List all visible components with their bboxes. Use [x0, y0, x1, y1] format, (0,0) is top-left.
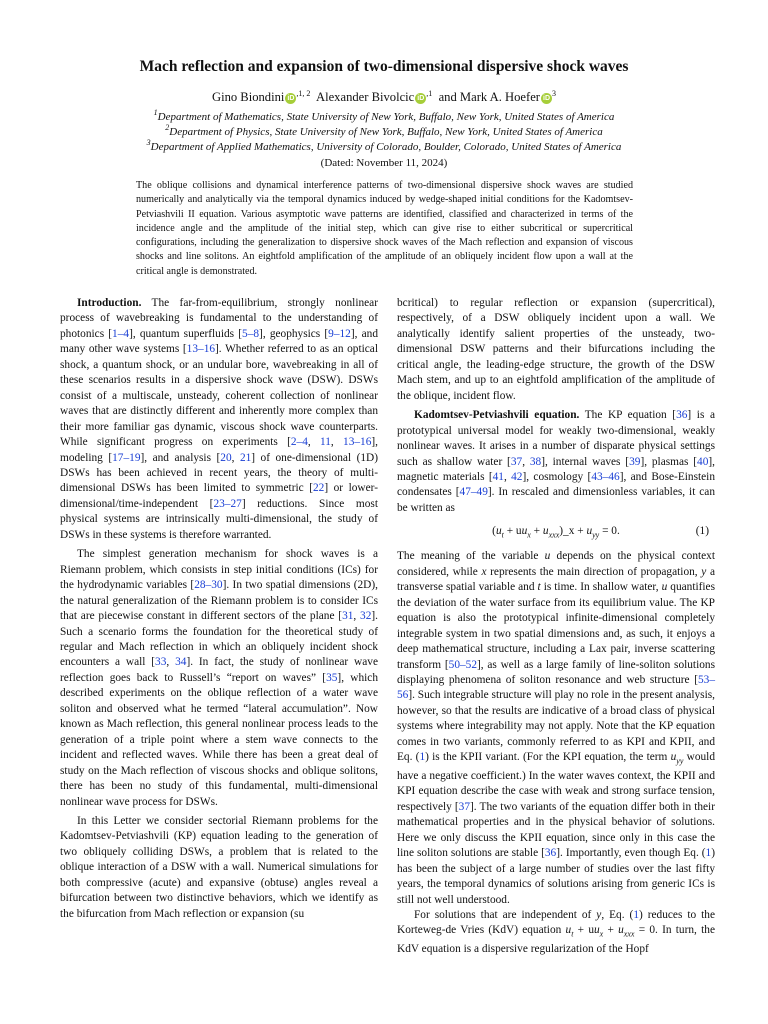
paragraph — [397, 908, 715, 958]
equation-ref-link[interactable]: 1 — [705, 847, 712, 860]
orcid-icon[interactable]: iD — [417, 95, 425, 102]
affiliations — [0, 110, 768, 171]
citation-link[interactable]: 20 — [220, 451, 232, 464]
citation-link[interactable]: 37 — [458, 800, 471, 813]
text-run: The simplest generation mechanism for shock waves is a Riemann problem, which consists in step initial conditions (ICs) for the hydrodynamic variables [ — [60, 548, 378, 592]
paragraph — [397, 296, 715, 404]
text-run: ) reduces to the Korteweg-de Vries (KdV) equation $u_t + uu_x + u_{xxx} = 0$. In turn, the KdV equation is a dispersive regularization of the Hopf — [397, 909, 715, 956]
affil-number: 1 — [153, 108, 158, 117]
citation-link[interactable]: 17–19 — [112, 451, 141, 464]
citation-link[interactable]: 1–4 — [112, 327, 130, 340]
author-name: Mark A. Hoefer — [459, 90, 541, 104]
author-name: Gino Biondini — [211, 90, 285, 104]
citation-link[interactable]: 9–12 — [328, 327, 351, 340]
text-run: , — [166, 656, 176, 669]
citation-link[interactable]: 28–30 — [194, 579, 223, 592]
text-run: ], magnetic materials [ — [397, 455, 716, 483]
text-run: , — [353, 610, 361, 623]
text-run: ] of one-dimensional (1D) DSWs has been achieved in recent years, the theory of multi-dimensional DSWs has been limited to symmetric [ — [60, 451, 378, 495]
and-word: and — [438, 90, 457, 104]
citation-link[interactable]: 36 — [544, 847, 557, 860]
author-name: Alexander Bivolcic — [316, 90, 415, 104]
text-run: ], and analysis [ — [140, 451, 221, 464]
citation-link[interactable]: 31 — [342, 610, 354, 623]
text-run: ) has been the subject of a large number of studies over the last fifty years, the temporal dynamics of solutions arising from generic ICs is still not well understood. — [397, 847, 715, 906]
citation-link[interactable]: 47–49 — [459, 486, 488, 499]
orcid-icon[interactable]: iD — [287, 95, 295, 102]
citation-link[interactable]: 23–27 — [213, 497, 242, 510]
equation-ref-link[interactable]: 1 — [419, 751, 426, 764]
citation-link[interactable]: 35 — [326, 671, 338, 684]
text-run: ] is a prototypical universal model for weakly two-dimensional, weakly nonlinear waves. It arises in a number of disparate physical settings such as shallow water [ — [397, 409, 715, 468]
text-run: The meaning of the variable u depends on the physical context considered, while x represents the main direction of propagation, y a transverse spatial variable and t is time. In shallow water, u quantifies the deviation of the water surface from its equilibrium value. The KP equation is also the prototypical infinite-dimensional completely integrable system in two spatial dimensions and, as such, it enjoys a deep mathematical structure, including a Lax pair, inverse scattering transform [ — [397, 550, 716, 671]
affil-text: Department of Physics, State University of New York, Buffalo, New York, United States of America — [169, 126, 603, 139]
text-run: , — [522, 455, 530, 468]
citation-link[interactable]: 40 — [697, 455, 709, 468]
citation-link[interactable]: 5–8 — [242, 327, 260, 340]
author-affil-mark: 3 — [552, 89, 557, 98]
citation-link[interactable]: 39 — [629, 455, 641, 468]
affil-text: Department of Applied Mathematics, University of Colorado, Boulder, Colorado, United States of America — [150, 141, 622, 154]
author-list — [0, 90, 768, 105]
text-run: ], modeling [ — [60, 436, 378, 464]
text-run: ]. The two variants of the equation differ both in their mathematical properties and in the physical behavior of solutions. Here we only discuss the KPII equation, since only in this case the line soliton solutions are stable [ — [397, 800, 715, 860]
text-run: ]. Such a scenario forms the foundation for the theoretical study of regular and Mach reflection in which an obliquely incident shock encounters a wall [ — [60, 610, 379, 669]
section-heading: Kadomtsev-Petviashvili equation. — [414, 409, 580, 422]
text-run: ]. In two spatial dimensions (2D), the natural generalization of the Riemann problem is to consider ICs that are piecewise constant in different sectors of the plane [ — [60, 579, 378, 623]
left-column — [60, 296, 378, 922]
paragraph — [60, 547, 378, 810]
abstract: The oblique collisions and dynamical interference patterns of two-dimensional dispersive shock waves are studied numerically and analytically via the temporal dynamics induced by wedge-shaped initial conditions for the Kadomtsev-Petviashvili II equation. Various asymptotic wave patterns are identified, classified and characterized in terms of the incidence angle and the amplitude of the initial step, which can give rise to either subcritical or supercritical configurations, including the generalization to dispersive shock waves of the Mach reflection and expansion of viscous shocks and line solitons. An eightfold amplification of the amplitude of an obliquely incident flow upon a wall at the critical angle is demonstrated. — [136, 180, 633, 277]
orcid-icon[interactable]: iD — [543, 95, 551, 102]
author-affil-mark: ,1 — [426, 89, 433, 98]
text-run: , — [307, 436, 320, 449]
text-run: ] or lower-dimensional/time-independent [ — [60, 482, 378, 510]
text-run: , — [330, 436, 344, 449]
affiliation-line — [0, 125, 768, 140]
equation-number: (1) — [695, 525, 709, 538]
affil-text: Department of Mathematics, State University of New York, Buffalo, New York, United States of America — [157, 111, 615, 123]
equation-body: ($u_t + uu_x$ + $u_{xxx})\_x + u_{yy} = 0$. — [492, 525, 620, 540]
affiliation-line — [0, 110, 768, 125]
text-run: ]. Importantly, even though Eq. ( — [556, 847, 706, 860]
paragraph — [397, 408, 715, 516]
text-run: ]. In rescaled and dimensionless variables, it can be written as — [397, 486, 716, 514]
affil-number: 2 — [165, 123, 170, 133]
text-run: ], which described experiments on the oblique reflection of a water wave soliton and observed what he termed “lateral accumulation”. Now known as Mach reflection, this general nonlinear process leads to the generation of a triple point where a stem wave connects to the incident and reflected waves. While there has been a great deal of study on the Mach reflection of viscous shocks and oblique solitons, there has been no study of this fundamental, multi-dimensional nonlinear wave process for DSWs. — [60, 671, 379, 808]
affil-number: 3 — [146, 138, 151, 148]
citation-link[interactable]: 13–16 — [343, 436, 372, 449]
citation-link[interactable]: 53–56 — [397, 673, 715, 702]
text-run: The far-from-equilibrium, strongly nonlinear process of wavebreaking is fundamental to the understanding of photonics [ — [60, 297, 378, 340]
citation-link[interactable]: 22 — [312, 482, 325, 495]
citation-link[interactable]: 34 — [175, 656, 187, 669]
text-run: ], plasmas [ — [640, 455, 698, 468]
right-column — [397, 296, 715, 958]
text-run: ], and many other wave systems [ — [60, 327, 378, 356]
citation-link[interactable]: 11 — [319, 436, 331, 449]
citation-link[interactable]: 21 — [239, 451, 252, 464]
citation-link[interactable]: 50–52 — [448, 658, 477, 671]
equation — [397, 524, 715, 540]
section-heading: Introduction. — [77, 297, 142, 309]
paragraph — [60, 814, 378, 922]
text-run: , — [503, 470, 512, 483]
text-run: ) is the KPII variant. (For the KPI equation, the term $u_{yy}$ would have a negative coefficient.) In the water waves context, the KPII and KPI equation describe the case with weak and strong surface tension, respectively [ — [397, 751, 715, 813]
dated-line: (Dated: November 11, 2024) — [320, 156, 448, 169]
text-run: bcritical) to regular reflection or expansion (supercritical), respectively, of a DSW obliquely incident upon a wall. We analytically identify salient properties of the unsteady, two-dimensional DSW patterns and their bifurcations including the critical angle, the leading-edge structure, the growth of the DSW Mach stem, and up to an eightfold amplification of the amplitude of the oblique, incident flow. — [397, 297, 715, 402]
equation-ref-link[interactable]: 1 — [633, 909, 639, 922]
text-run: In this Letter we consider sectorial Riemann problems for the Kadomtsev-Petviashvili (KP) equation leading to the generation of two obliquely colliding DSWs, a problem that is related to the oblique interaction of a DSW with a wall. Numerical simulations for both compressive (acute) and expansive (obtuse) angles reveal a bifurcation between two distinctive behaviors, which we identify as the bifurcation from Mach reflection or expansion (su — [60, 814, 378, 920]
paragraph — [60, 296, 378, 543]
text-run: ] reductions. Since most physical systems are intrinsically multi-dimensional, the study of DSWs in these systems is therefore warranted. — [60, 497, 378, 541]
text-run: ], cosmology [ — [522, 470, 592, 483]
citation-link[interactable]: 33 — [155, 656, 167, 669]
citation-link[interactable]: 41 — [492, 470, 504, 483]
citation-link[interactable]: 38 — [529, 455, 542, 468]
citation-link[interactable]: 13–16 — [186, 343, 216, 356]
citation-link[interactable]: 42 — [511, 470, 523, 483]
text-run: , — [231, 451, 240, 464]
text-run: ], quantum superfluids [ — [129, 327, 243, 340]
paragraph — [397, 549, 715, 908]
affiliation-line — [0, 140, 768, 155]
citation-link[interactable]: 36 — [676, 409, 688, 422]
citation-link[interactable]: 37 — [510, 455, 523, 468]
citation-link[interactable]: 2–4 — [290, 436, 308, 449]
text-run: ], and Bose-Einstein condensates [ — [397, 470, 715, 499]
paper-title: Mach reflection and expansion of two-dimensional dispersive shock waves — [139, 58, 629, 75]
text-run: ], internal waves [ — [541, 455, 630, 468]
citation-link[interactable]: 43–46 — [591, 470, 620, 483]
text-run: ]. Whether referred to as an optical shock, a quantum shock, or an undular bore, wavebreaking in all of these scenarios results in a dispersive shock wave (DSW). DSWs consist of a multiscale, unsteady, coherent collection of nonlinear waves that are distinctly different and inherently more complex than their more familiar gas dynamic, viscous shock wave counterparts. While significant progress on experiments [ — [60, 343, 378, 449]
text-run: ], geophysics [ — [259, 327, 329, 340]
text-run: ]. Such integrable structure will play no role in the present analysis, however, so that the results are indicative of a broad class of physical systems where integrability may not apply. Note that the KP equation comes in two variants, commonly referred to as KPI and KPII, and Eq. ( — [397, 689, 715, 764]
text-run: ]. In fact, the study of nonlinear wave reflection goes back to Russell’s “report on waves” [ — [60, 656, 378, 684]
author-affil-mark: ,1, 2 — [296, 89, 311, 98]
text-run: The KP equation [ — [579, 409, 677, 422]
text-run: ], as well as a large family of line-soliton solutions displaying phenomena of soliton resonance and web structure [ — [397, 658, 715, 686]
text-run: For solutions that are independent of y, Eq. ( — [414, 909, 634, 922]
citation-link[interactable]: 32 — [360, 610, 372, 623]
